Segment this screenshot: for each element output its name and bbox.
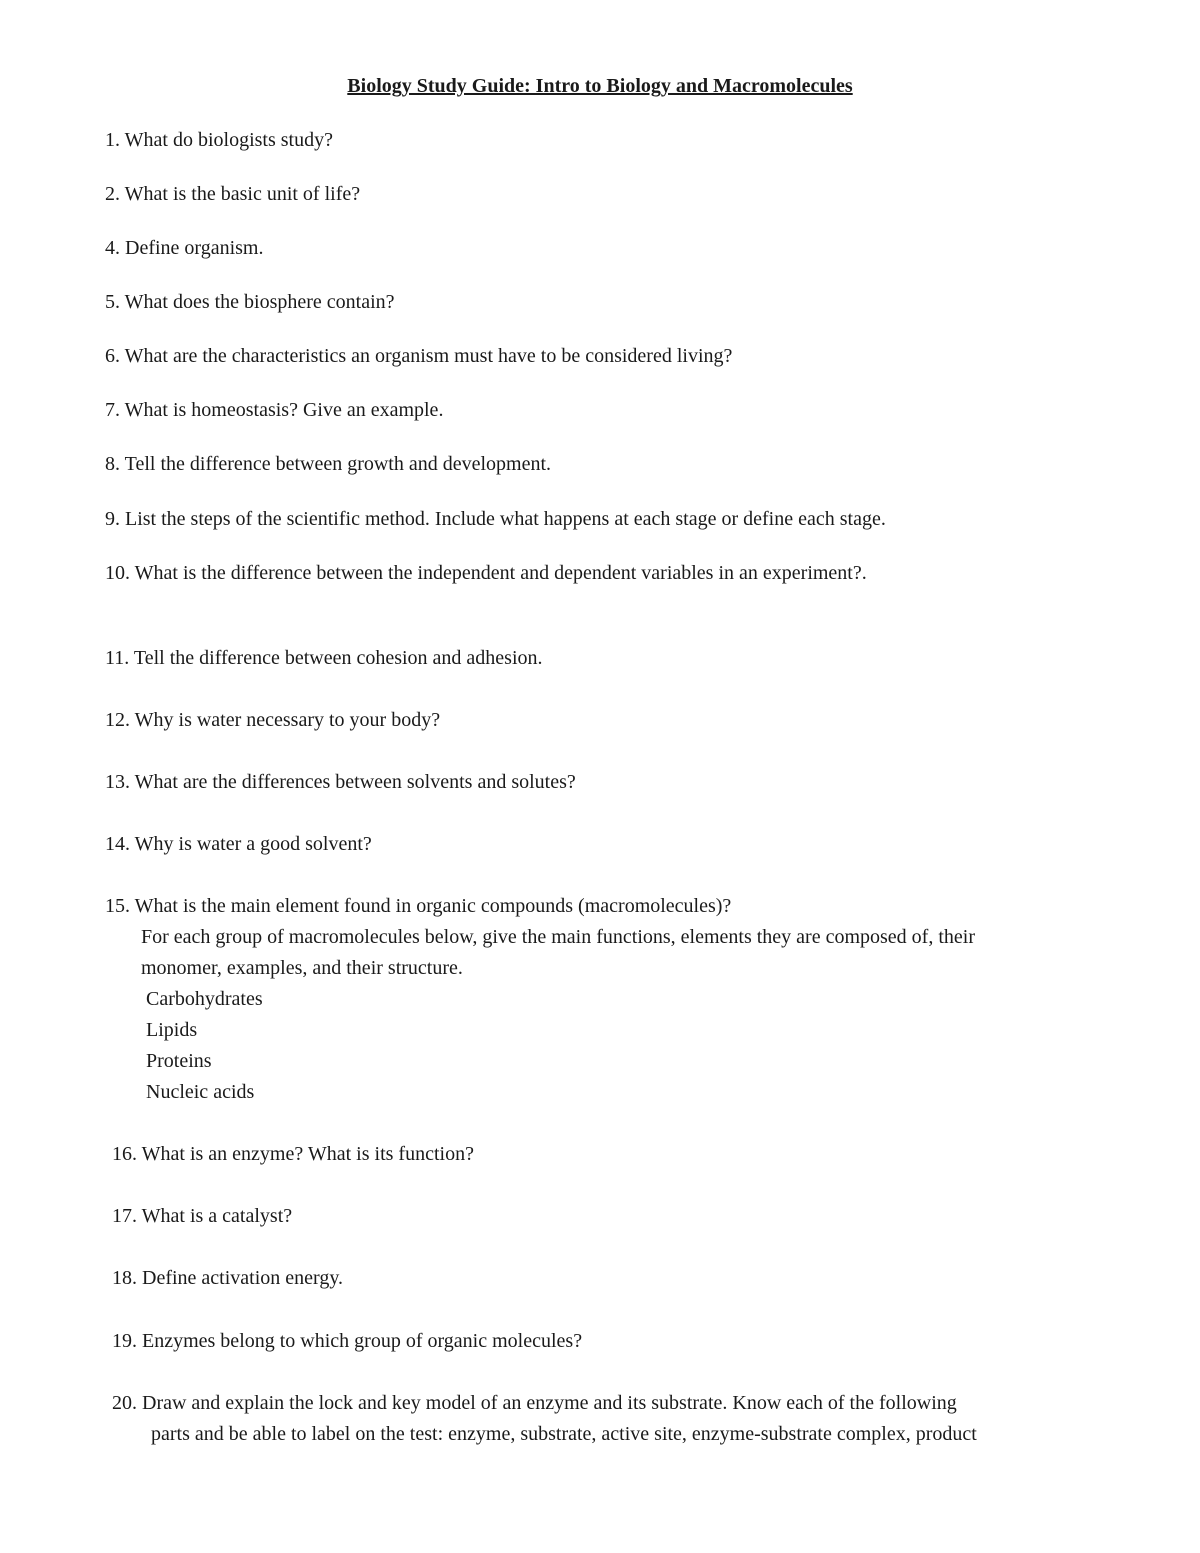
question-4: 4. Define organism.: [105, 237, 264, 259]
question-17: 17. What is a catalyst?: [112, 1205, 293, 1227]
macromolecule-carbohydrates: Carbohydrates: [146, 988, 263, 1010]
question-19: 19. Enzymes belong to which group of organic molecules?: [112, 1330, 583, 1352]
question-12: 12. Why is water necessary to your body?: [105, 709, 441, 731]
question-9: 9. List the steps of the scientific method. Include what happens at each stage or define each stage.: [105, 508, 886, 530]
question-6: 6. What are the characteristics an organism must have to be considered living?: [105, 345, 733, 367]
question-20: 20. Draw and explain the lock and key model of an enzyme and its substrate. Know each of the following: [112, 1392, 957, 1414]
question-8: 8. Tell the difference between growth and development.: [105, 453, 552, 475]
question-15-instruction-line-2: monomer, examples, and their structure.: [141, 957, 463, 979]
question-13: 13. What are the differences between solvents and solutes?: [105, 771, 576, 793]
question-10: 10. What is the difference between the independent and dependent variables in an experiment?.: [105, 562, 867, 584]
question-15-instruction-line-1: For each group of macromolecules below, give the main functions, elements they are composed of, their: [141, 926, 975, 948]
question-15: 15. What is the main element found in organic compounds (macromolecules)?: [105, 895, 732, 917]
page-title: Biology Study Guide: Intro to Biology and Macromolecules: [347, 75, 853, 97]
question-18: 18. Define activation energy.: [112, 1267, 344, 1289]
question-16: 16. What is an enzyme? What is its function?: [112, 1143, 474, 1165]
question-5: 5. What does the biosphere contain?: [105, 291, 395, 313]
question-1: 1. What do biologists study?: [105, 129, 333, 151]
macromolecule-proteins: Proteins: [146, 1050, 212, 1072]
question-11: 11. Tell the difference between cohesion and adhesion.: [105, 647, 543, 669]
question-20-continuation: parts and be able to label on the test: enzyme, substrate, active site, enzyme-substrate complex, product: [151, 1423, 977, 1445]
macromolecule-lipids: Lipids: [146, 1019, 198, 1041]
question-14: 14. Why is water a good solvent?: [105, 833, 372, 855]
macromolecule-nucleic-acids: Nucleic acids: [146, 1081, 255, 1103]
question-2: 2. What is the basic unit of life?: [105, 183, 361, 205]
question-7: 7. What is homeostasis? Give an example.: [105, 399, 444, 421]
